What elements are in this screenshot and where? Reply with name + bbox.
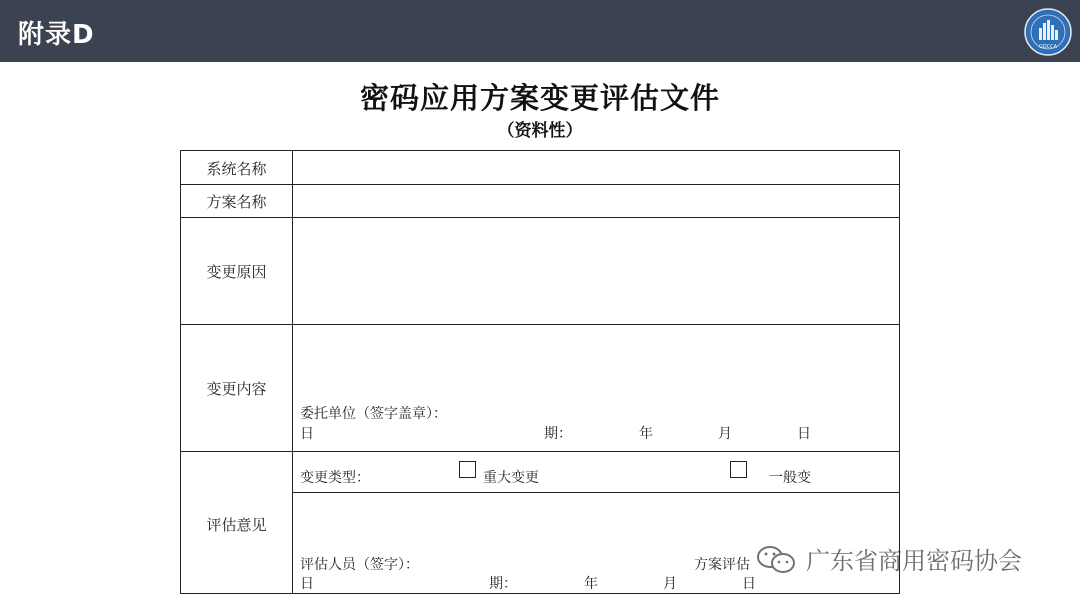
label-change-content: 变更内容: [206, 380, 267, 398]
system-name-field[interactable]: [293, 151, 899, 184]
general-change-label: 一般变: [769, 470, 811, 486]
date-month-label: 月: [718, 426, 732, 442]
document-title: 密码应用方案变更评估文件: [359, 81, 720, 115]
eval-date-month-label: 月: [663, 576, 677, 592]
general-change-checkbox[interactable]: [730, 461, 747, 478]
eval-date-qi-label: 期：: [489, 576, 517, 592]
date-ri-label: 日: [300, 426, 314, 442]
label-evaluation-opinion: 评估意见: [206, 516, 267, 534]
change-type-label: 变更类型：: [300, 470, 370, 486]
date-day-label: 日: [797, 426, 811, 442]
gdcca-logo-icon: [1024, 8, 1072, 56]
svg-text:GDCCA: GDCCA: [1038, 44, 1058, 50]
eval-date-year-label: 年: [584, 576, 598, 592]
label-change-reason: 变更原因: [206, 263, 267, 281]
major-change-checkbox[interactable]: [459, 461, 476, 478]
label-system-name: 系统名称: [206, 160, 267, 178]
date-year-label: 年: [639, 426, 653, 442]
wechat-icon: [755, 543, 799, 577]
eval-date-ri-label: 日: [300, 576, 314, 592]
eval-date-day-label: 日: [742, 576, 756, 592]
label-plan-name: 方案名称: [206, 193, 267, 211]
change-reason-field[interactable]: [293, 218, 899, 324]
document-subtitle: （资料性）: [497, 121, 583, 141]
plan-eval-label: 方案评估: [694, 557, 750, 573]
entrust-unit-label: 委托单位（签字盖章）：: [300, 406, 447, 422]
watermark-text: 广东省商用密码协会: [806, 547, 1022, 575]
change-evaluation-form: [180, 150, 900, 594]
appendix-title: 附录D: [18, 20, 95, 50]
evaluator-label: 评估人员（签字）：: [300, 557, 419, 573]
major-change-label: 重大变更: [483, 470, 539, 486]
plan-name-field[interactable]: [293, 185, 899, 217]
header-bar: [0, 0, 1080, 62]
date-qi-label: 期：: [544, 426, 572, 442]
change-content-field[interactable]: [293, 325, 899, 399]
row-divider: [181, 451, 899, 452]
